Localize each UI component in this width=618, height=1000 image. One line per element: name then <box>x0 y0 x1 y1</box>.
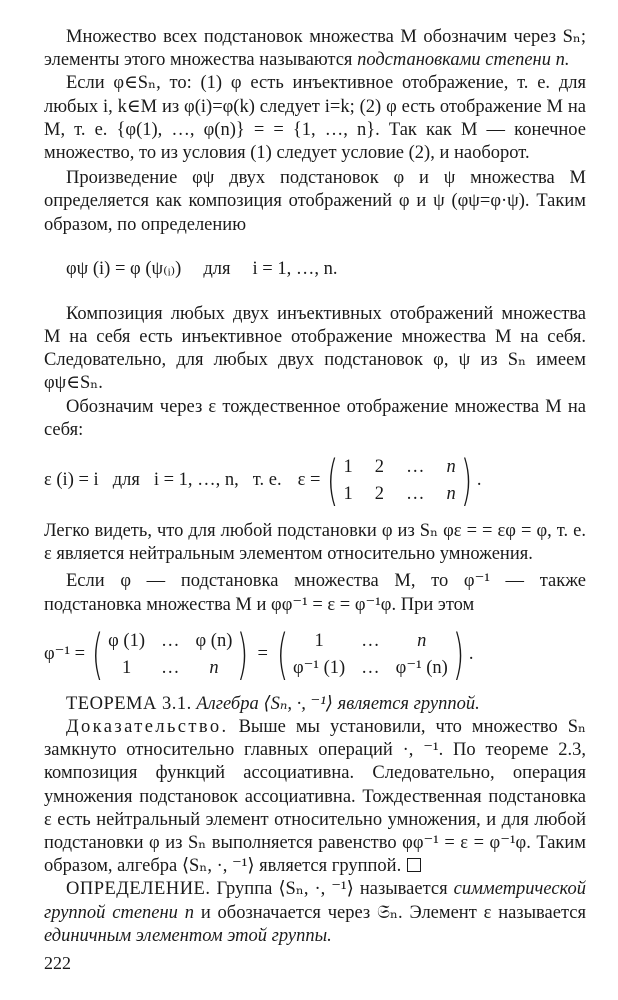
inverse-matrix-right <box>272 622 474 686</box>
right-paren: ) <box>460 449 473 513</box>
inverse-matrix-right-grid <box>293 628 448 682</box>
right-paren: ) <box>452 622 465 686</box>
formula-identity <box>44 442 586 520</box>
definition-label: ОПРЕДЕЛЕНИЕ. <box>66 879 211 900</box>
proof-label: Доказательство. <box>66 717 229 738</box>
left-paren: ( <box>327 449 339 513</box>
formula-product <box>44 237 586 303</box>
paragraph-neutral: Легко видеть, что для любой подстановки φ из Sₙ φε = = εφ = φ, т. е. ε является нейтральным элементом относительно умножения. <box>44 521 586 565</box>
proof-text: Выше мы установили, что множество Sₙ замкнуто относительно главных операций ·, ⁻¹. По теореме 2.3, композиция функций ассоциативна. Следовательно, операция умножения подстановок ассоциативна. Тождественная подстановка ε есть нейтральный элемент относительно умножения, и для любой подстановки φ из Sₙ выполняется равенство φφ⁻¹ = ε = φ⁻¹φ. Таким образом, алгебра ⟨Sₙ, ·, ⁻¹⟩ является группой. <box>44 717 586 877</box>
formula-identity-for: для <box>112 470 140 491</box>
formula-identity-cond: i = 1, …, n, <box>153 470 239 491</box>
left-paren: ( <box>276 622 289 686</box>
matrix-cell: … <box>361 630 380 651</box>
matrix-cell: φ (1) <box>108 630 145 651</box>
proof <box>44 716 586 878</box>
matrix-cell: φ⁻¹ (1) <box>292 657 346 678</box>
paragraph-inverse: Если φ — подстановка множества M, то φ⁻¹ — также подстановка множества M и φφ⁻¹ = ε = φ⁻¹φ. При этом <box>44 571 586 615</box>
formula-product-range: i = 1, …, n. <box>252 259 338 280</box>
left-paren: ( <box>91 622 104 686</box>
inverse-matrix-left <box>87 622 253 686</box>
formula-inverse-lhs: φ⁻¹ = <box>44 644 86 665</box>
formula-end: . <box>468 644 474 665</box>
theorem-statement: Алгебра ⟨Sₙ, ·, ⁻¹⟩ является группой. <box>196 693 480 714</box>
term-substitution: подстановками степени n. <box>357 50 570 71</box>
term-identity-element: единичным элементом этой группы. <box>44 925 332 946</box>
theorem-label: ТЕОРЕМА 3.1. <box>66 693 192 714</box>
matrix-cell: n <box>417 630 427 651</box>
matrix-cell: 1 <box>343 457 353 478</box>
identity-matrix <box>297 449 482 513</box>
inverse-matrix-left-grid <box>108 628 232 682</box>
matrix-cell: 2 <box>374 484 384 505</box>
matrix-cell: … <box>161 630 180 651</box>
identity-matrix-grid <box>343 454 455 508</box>
matrix-cell: n <box>446 484 456 505</box>
matrix-cell: … <box>405 484 425 505</box>
matrix-cell: … <box>361 657 380 678</box>
paragraph-text: Множество всех подстановок множества M обозначим через Sₙ; элементы этого множества называются <box>44 27 586 71</box>
matrix-cell: … <box>405 457 425 478</box>
formula-inverse <box>44 617 586 693</box>
matrix-cell: … <box>161 657 180 678</box>
paragraph-product: Произведение φψ двух подстановок φ и ψ множества M определяется как композиция отображений φ и ψ (φψ=φ·ψ). Таким образом, по определению <box>44 168 586 235</box>
page-body <box>44 26 586 948</box>
definition-text: Группа ⟨Sₙ, ·, ⁻¹⟩ называется <box>216 879 454 900</box>
paragraph-identity: Обозначим через ε тождественное отображение множества M на себя: <box>44 396 586 440</box>
matrix-cell: n <box>209 657 219 678</box>
formula-identity-eps: ε = <box>297 470 321 491</box>
formula-identity-lhs: ε (i) = i <box>44 470 99 491</box>
formula-end: . <box>476 470 482 491</box>
matrix-cell: φ⁻¹ (n) <box>395 657 448 678</box>
matrix-cell: n <box>446 457 456 478</box>
matrix-cell: 2 <box>374 457 384 478</box>
page-number: 222 <box>44 953 71 973</box>
right-paren: ) <box>237 622 249 686</box>
matrix-cell: 1 <box>343 484 353 505</box>
paragraph-injective: Если φ∈Sₙ, то: (1) φ есть инъективное отображение, т. е. для любых i, k∈M из φ(i)=φ(k) следует i=k; (2) φ есть отображение M на M, т. е. {φ(1), …, φ(n)} = = {1, …, n}. Так как M — конечное множество, то из условия (1) следует условие (2), и наоборот. <box>44 73 586 164</box>
definition-text: и обозначается через 𝔖ₙ. Элемент ε называется <box>194 902 586 923</box>
formula-product-lhs: φψ (i) = φ (ψ₍ᵢ₎) <box>66 259 182 280</box>
matrix-cell: 1 <box>121 657 132 678</box>
formula-product-for: для <box>203 259 231 280</box>
matrix-cell: φ (n) <box>195 630 233 651</box>
formula-inverse-eq: = <box>257 644 268 665</box>
formula-identity-te: т. е. <box>252 470 282 491</box>
paragraph-composition: Композиция любых двух инъективных отображений множества M на себя есть инъективное отображение множества M на себя. Следовательно, для любых двух подстановок φ, ψ из Sₙ имеем φψ∈Sₙ. <box>44 303 586 394</box>
qed-square-icon <box>407 858 421 872</box>
theorem-3-1 <box>44 693 586 716</box>
paragraph-substitutions <box>44 26 586 72</box>
definition <box>44 878 586 948</box>
term-symmetric-group: симметрической группой степени n <box>44 879 587 923</box>
matrix-cell: 1 <box>314 630 324 651</box>
